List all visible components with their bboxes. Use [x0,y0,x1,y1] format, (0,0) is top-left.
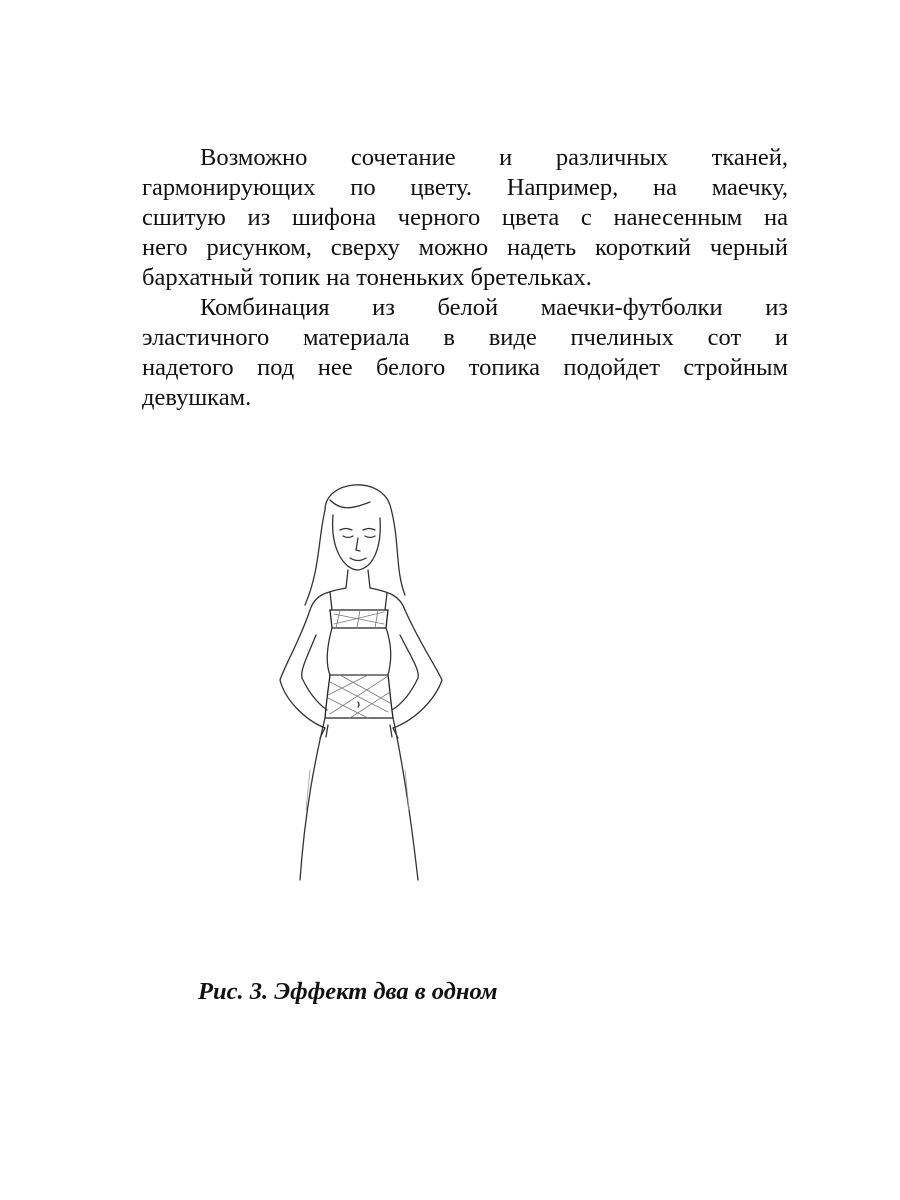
text-line: бархатный топик на тоненьких бретельках. [142,264,592,291]
text-line: надетого под нее белого топика подойдет стройным [142,354,788,381]
text-line: девушкам. [142,384,252,411]
text-line: гармонирующих по цвету. Например, на маечку, [142,174,788,201]
fashion-sketch-illustration [230,470,490,900]
paragraph-2 [142,293,788,413]
text-line: него рисунком, сверху можно надеть короткий черный [142,234,788,261]
text-line: сшитую из шифона черного цвета с нанесенным на [142,204,788,231]
paragraph-1 [142,143,788,293]
text-line: Возможно сочетание и различных тканей, [200,144,788,171]
text-line: эластичного материала в виде пчелиных сот и [142,324,788,351]
figure-caption: Рис. 3. Эффект два в одном [198,978,498,1005]
body-text [142,143,788,413]
text-line: Комбинация из белой маечки-футболки из [200,294,788,321]
